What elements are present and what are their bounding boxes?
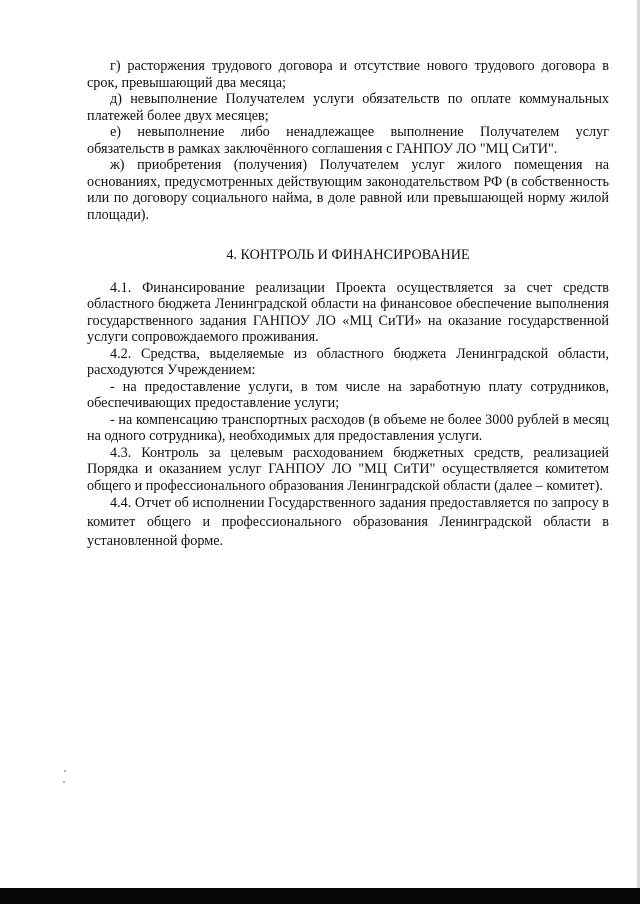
list-item-g: г) расторжения трудового договора и отсутствие нового трудового договора в срок, превышающий два месяца; xyxy=(87,58,609,91)
scan-edge-bottom xyxy=(0,888,640,904)
spacer xyxy=(87,223,609,231)
document-body xyxy=(87,58,609,551)
paragraph-4-3: 4.3. Контроль за целевым расходованием бюджетных средств, реализацией Порядка и оказанием услуг ГАНПОУ ЛО "МЦ СиТИ" осуществляется комитетом общего и профессионального образования Ленинградской области (далее – комитет). xyxy=(87,444,609,494)
bullet-item-2: - на компенсацию транспортных расходов (в объеме не более 3000 рублей в месяц на одного сотрудника), необходимых для предоставления услуги. xyxy=(87,411,609,444)
scan-speck xyxy=(63,781,65,783)
paragraph-4-1: 4.1. Финансирование реализации Проекта осуществляется за счет средств областного бюджета Ленинградской области на финансовое обеспечение выполнения государственного задания ГАНПОУ ЛО «МЦ СиТИ» на оказание государственной услуги сопровождаемого проживания. xyxy=(87,279,609,345)
section-heading: 4. КОНТРОЛЬ И ФИНАНСИРОВАНИЕ xyxy=(226,247,470,263)
bullet-item-1: - на предоставление услуги, в том числе на заработную плату сотрудников, обеспечивающих предоставление услуги; xyxy=(87,378,609,411)
list-item-e: е) невыполнение либо ненадлежащее выполнение Получателем услуг обязательств в рамках заключённого соглашения с ГАНПОУ ЛО "МЦ СиТИ". xyxy=(87,124,609,157)
scan-speck xyxy=(64,770,66,772)
list-item-zh: ж) приобретения (получения) Получателем услуг жилого помещения на основаниях, предусмотренных действующим законодательством РФ (в собственность или по договору социального найма, в доле равной или превышающей норму жилой площади). xyxy=(87,157,609,223)
paragraph-4-2: 4.2. Средства, выделяемые из областного бюджета Ленинградской области, расходуются Учреждением: xyxy=(87,345,609,378)
paragraph-4-4: 4.4. Отчет об исполнении Государственного задания предоставляется по запросу в комитет общего и профессионального образования Ленинградской области в установленной форме. xyxy=(87,495,609,549)
list-item-d: д) невыполнение Получателем услуги обязательств по оплате коммунальных платежей более двух месяцев; xyxy=(87,91,609,124)
